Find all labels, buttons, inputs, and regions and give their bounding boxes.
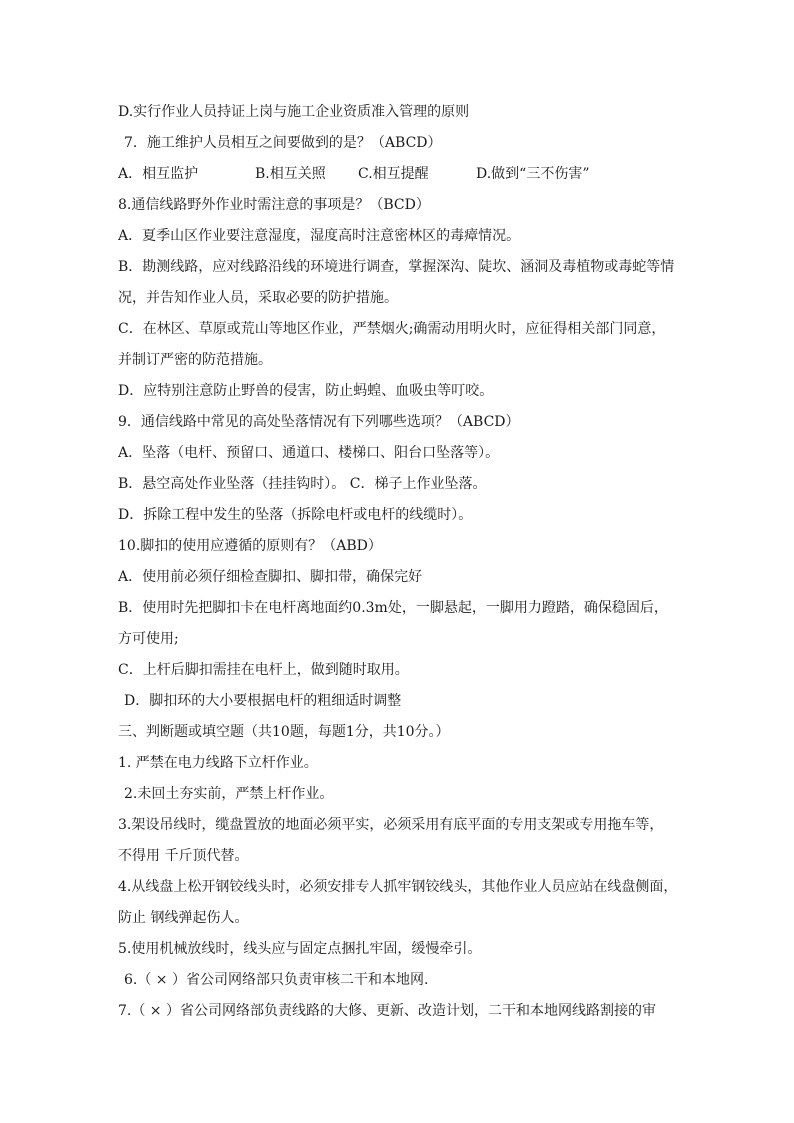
question-7: 7．施工维护人员相互之间要做到的是？（ABCD） xyxy=(124,135,442,151)
judge-item-2: 2.未回土夯实前，严禁上杆作业。 xyxy=(124,786,334,802)
text-line-18: 方可使用; xyxy=(118,631,179,647)
judge-item-5: 5.使用机械放线时，线头应与固定点捆扎牢固，缓慢牵引。 xyxy=(118,941,482,957)
judge-item-1: 1. 严禁在电力线路下立杆作业。 xyxy=(118,755,318,771)
text-line-20: D．脚扣环的大小要根据电杆的粗细适时调整 xyxy=(124,693,402,709)
option-d: D.做到“三不伤害” xyxy=(476,166,590,182)
text-line-9: 并制订严密的防范措施。 xyxy=(118,352,272,368)
text-line-27: 防止 钢线弹起伤人。 xyxy=(118,910,249,926)
judge-item-6: 6.（ × ）省公司网络部只负责审核二干和本地网. xyxy=(124,972,429,988)
text-line-19: C．上杆后脚扣需挂在电杆上，做到随时取用。 xyxy=(118,662,409,678)
text-line-7: 况，并告知作业人员，采取必要的防护措施。 xyxy=(118,290,398,306)
option-c: C.相互提醒 xyxy=(358,166,429,182)
question-8: 8.通信线路野外作业时需注意的事项是？（BCD） xyxy=(118,197,430,213)
text-line-8: C．在林区、草原或荒山等地区作业，严禁烟火;确需动用明火时，应征得相关部门同意， xyxy=(118,321,666,337)
question-9: 9．通信线路中常见的高处坠落情况有下列哪些选项？（ABCD） xyxy=(118,414,520,430)
section-heading-3: 三、判断题或填空题（共10题，每题1分，共10分。） xyxy=(118,724,450,740)
judge-item-7: 7.（ × ）省公司网络部负责线路的大修、更新、改造计划，二干和本地网线路割接的审 xyxy=(118,1003,656,1019)
question-10: 10.脚扣的使用应遵循的原则有？（ABD） xyxy=(118,538,382,554)
question-7-options xyxy=(118,159,678,190)
text-line-1: D.实行作业人员持证上岗与施工企业资质准入管理的原则 xyxy=(118,104,470,120)
option-b: B.相互关照 xyxy=(255,166,326,182)
text-line-25: 不得用 千斤顶代替。 xyxy=(118,848,249,864)
text-line-12: A．坠落（电杆、预留口、通道口、楼梯口、阳台口坠落等）。 xyxy=(118,445,500,461)
judge-item-4: 4.从线盘上松开钢铰线头时，必须安排专人抓牢钢铰线头，其他作业人员应站在线盘侧面， xyxy=(118,879,678,895)
text-line-13: B．悬空高处作业坠落（挂挂钩时）。 C．梯子上作业坠落。 xyxy=(118,476,487,492)
document-body xyxy=(118,97,678,1027)
text-line-10: D．应特别注意防止野兽的侵害，防止蚂蝗、血吸虫等叮咬。 xyxy=(118,383,494,399)
text-line-6: B．勘测线路，应对线路沿线的环境进行调查，掌握深沟、陡坎、涵洞及毒植物或毒蛇等情 xyxy=(118,259,675,275)
text-line-17: B．使用时先把脚扣卡在电杆离地面约0.3m处，一脚悬起，一脚用力蹬踏，确保稳固后， xyxy=(118,600,668,616)
judge-item-3: 3.架设吊线时，缆盘置放的地面必须平实，必须采用有底平面的专用支架或专用拖车等， xyxy=(118,817,664,833)
text-line-5: A．夏季山区作业要注意湿度，湿度高时注意密林区的毒瘴情况。 xyxy=(118,228,521,244)
text-line-16: A．使用前必须仔细检查脚扣、脚扣带，确保完好 xyxy=(118,569,423,585)
text-line-14: D．拆除工程中发生的坠落（拆除电杆或电杆的线缆时）。 xyxy=(118,507,473,523)
option-a: A．相互监护 xyxy=(118,166,199,182)
